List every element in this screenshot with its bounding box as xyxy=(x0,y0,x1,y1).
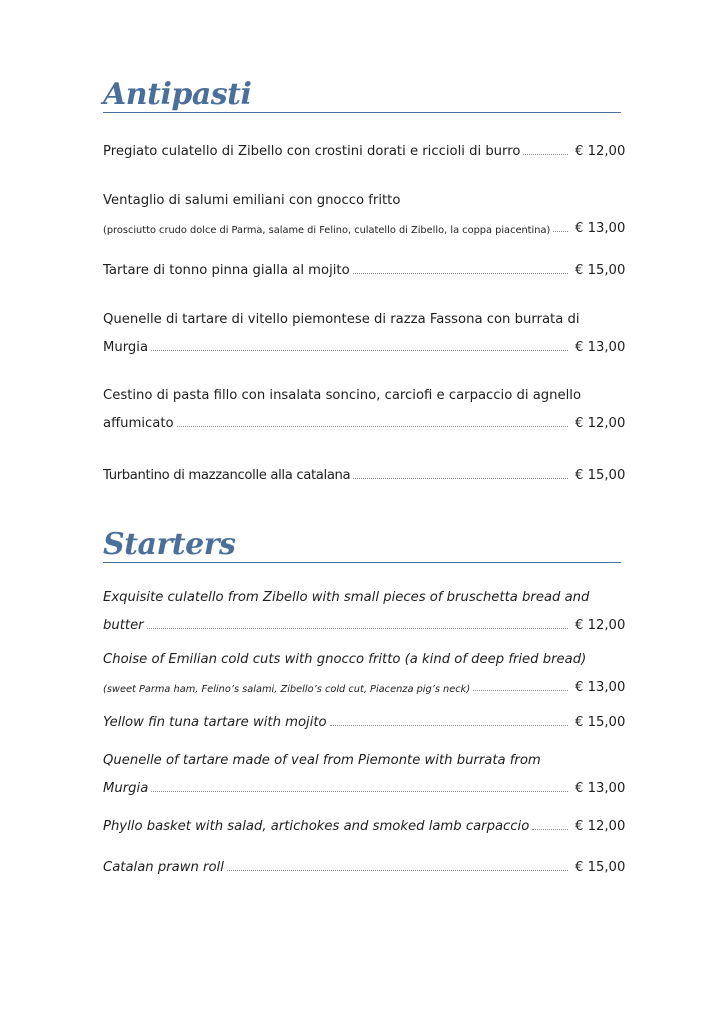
item-price: € 12,00 xyxy=(575,416,626,431)
item-price: € 15,00 xyxy=(575,860,626,875)
dot-leader xyxy=(151,349,568,351)
menu-item xyxy=(103,585,626,633)
item-name: Yellow fin tuna tartare with mojito xyxy=(103,715,327,730)
dot-leader xyxy=(353,272,568,274)
dot-leader xyxy=(330,724,568,726)
menu-item xyxy=(103,647,626,695)
section-rule xyxy=(103,562,621,563)
section-title: Starters xyxy=(103,527,236,562)
item-name-continued: affumicato xyxy=(103,416,174,431)
dot-leader xyxy=(532,828,568,830)
dot-leader xyxy=(227,869,568,871)
menu-item xyxy=(103,812,626,834)
item-name: Exquisite culatello from Zibello with small pieces of bruschetta bread and xyxy=(103,590,590,605)
item-name: Choise of Emilian cold cuts with gnocco fritto (a kind of deep fried bread) xyxy=(103,652,587,667)
item-price: € 15,00 xyxy=(575,468,626,483)
item-description: (sweet Parma ham, Felino’s salami, Zibello’s cold cut, Piacenza pig’s neck) xyxy=(103,684,471,695)
section-antipasti xyxy=(103,77,626,483)
dot-leader xyxy=(523,153,568,155)
dot-leader xyxy=(177,425,568,427)
item-price: € 13,00 xyxy=(575,340,626,355)
section-title: Antipasti xyxy=(103,77,252,112)
item-price: € 15,00 xyxy=(575,715,626,730)
item-name: Turbantino di mazzancolle alla catalana xyxy=(103,468,351,483)
section-rule xyxy=(103,112,621,113)
dot-leader xyxy=(473,689,568,691)
item-price: € 12,00 xyxy=(575,144,626,159)
item-name: Pregiato culatello di Zibello con crostini dorati e riccioli di burro xyxy=(103,144,521,159)
section-starters xyxy=(103,527,626,875)
item-description: (prosciutto crudo dolce di Parma, salame di Felino, culatello di Zibello, la coppa piacentina) xyxy=(103,225,551,236)
menu-item xyxy=(103,461,626,483)
dot-leader xyxy=(353,477,568,479)
item-price: € 15,00 xyxy=(575,263,626,278)
item-name-continued: Murgia xyxy=(103,340,149,355)
menu-item xyxy=(103,748,626,796)
menu-item xyxy=(103,256,626,278)
item-price: € 12,00 xyxy=(575,819,626,834)
dot-leader xyxy=(147,627,568,629)
dot-leader xyxy=(151,790,568,792)
item-price: € 12,00 xyxy=(575,618,626,633)
menu-item xyxy=(103,188,626,236)
menu-item xyxy=(103,137,626,159)
item-name-continued: butter xyxy=(103,618,144,633)
item-name: Tartare di tonno pinna gialla al mojito xyxy=(103,263,350,278)
item-name: Phyllo basket with salad, artichokes and smoked lamb carpaccio xyxy=(103,819,530,834)
item-price: € 13,00 xyxy=(575,680,626,695)
menu-item xyxy=(103,853,626,875)
item-name: Catalan prawn roll xyxy=(103,860,224,875)
dot-leader xyxy=(553,230,568,232)
item-name: Ventaglio di salumi emiliani con gnocco fritto xyxy=(103,193,401,208)
menu-item xyxy=(103,708,626,730)
item-name-continued: Murgia xyxy=(103,781,149,796)
item-price: € 13,00 xyxy=(575,221,626,236)
item-name: Quenelle di tartare di vitello piemontese di razza Fassona con burrata di xyxy=(103,312,580,327)
item-name: Cestino di pasta fillo con insalata soncino, carciofi e carpaccio di agnello xyxy=(103,388,582,403)
menu-item xyxy=(103,383,626,431)
item-name: Quenelle of tartare made of veal from Piemonte with burrata from xyxy=(103,753,541,768)
menu-item xyxy=(103,307,626,355)
item-price: € 13,00 xyxy=(575,781,626,796)
